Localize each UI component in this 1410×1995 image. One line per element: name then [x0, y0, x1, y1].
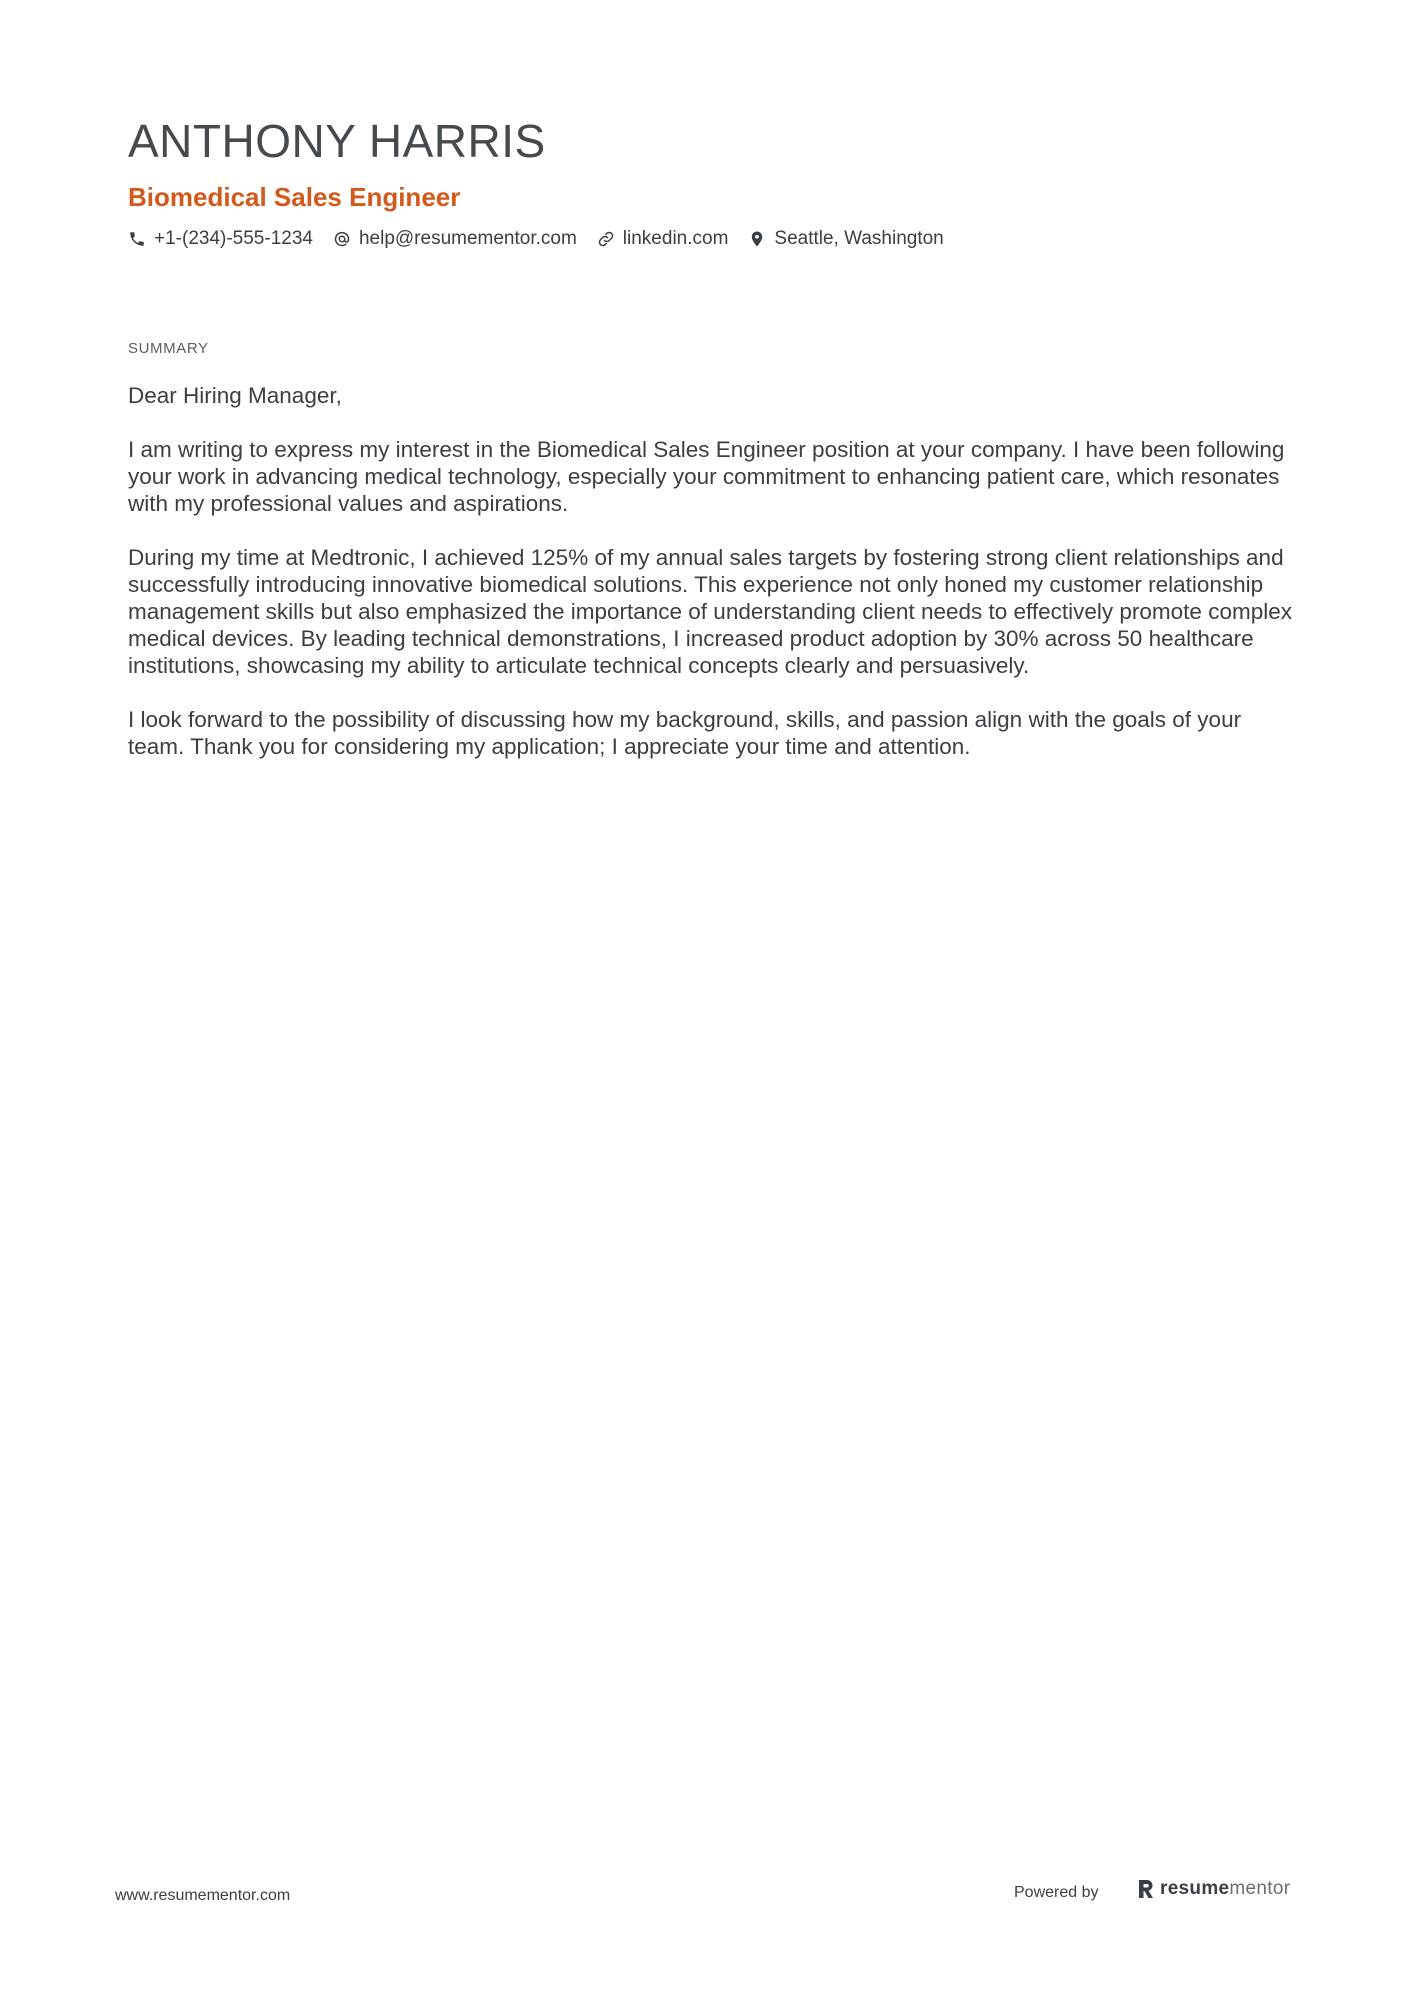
brand-name-light: mentor [1229, 1878, 1291, 1899]
contact-linkedin[interactable] [597, 228, 729, 250]
letter-body [128, 382, 1303, 787]
resumementor-logo-icon [1137, 1878, 1155, 1900]
phone-icon [128, 230, 146, 248]
letter-paragraph: I look forward to the possibility of discussing how my background, skills, and passion align with the goals of your team. Thank you for considering my application; I appreciate your time and attention. [128, 707, 1242, 759]
contact-location [748, 228, 943, 250]
location-pin-icon [748, 230, 766, 248]
contact-email[interactable] [333, 228, 577, 250]
brand-name-bold: resume [1160, 1878, 1230, 1899]
contact-phone-text: +1-(234)-555-1234 [154, 228, 313, 249]
letter-paragraph: I am writing to express my interest in the Biomedical Sales Engineer position at your company. I have been following your work in advancing medical technology, especially your commitment to enhancing patient care, which resonates with my professional values and aspirations. [128, 437, 1285, 516]
brand-logo[interactable] [1137, 1878, 1290, 1900]
contact-location-text: Seattle, Washington [774, 228, 944, 249]
letter-salutation: Dear Hiring Manager, [128, 383, 342, 408]
candidate-name: ANTHONY HARRIS [128, 115, 546, 167]
at-icon [333, 230, 351, 248]
summary-heading: SUMMARY [128, 340, 209, 357]
link-icon [597, 230, 615, 248]
contact-linkedin-text: linkedin.com [622, 228, 729, 249]
job-title: Biomedical Sales Engineer [128, 182, 461, 212]
contact-email-text: help@resumementor.com [358, 228, 577, 249]
contact-bar [128, 228, 964, 250]
footer-url-link[interactable]: www.resumementor.com [115, 1887, 291, 1904]
letter-paragraph: During my time at Medtronic, I achieved 125% of my annual sales targets by fostering strong client relationships and successfully introducing innovative biomedical solutions. This experience not only honed my customer relationship management skills but also emphasized the importance of understanding client needs to effectively promote complex medical devices. By leading technical demonstrations, I increased product adoption by 30% across 50 healthcare institutions, showcasing my ability to articulate technical concepts clearly and persuasively. [128, 545, 1292, 678]
powered-by-label: Powered by [1014, 1884, 1099, 1901]
contact-phone [128, 228, 313, 250]
